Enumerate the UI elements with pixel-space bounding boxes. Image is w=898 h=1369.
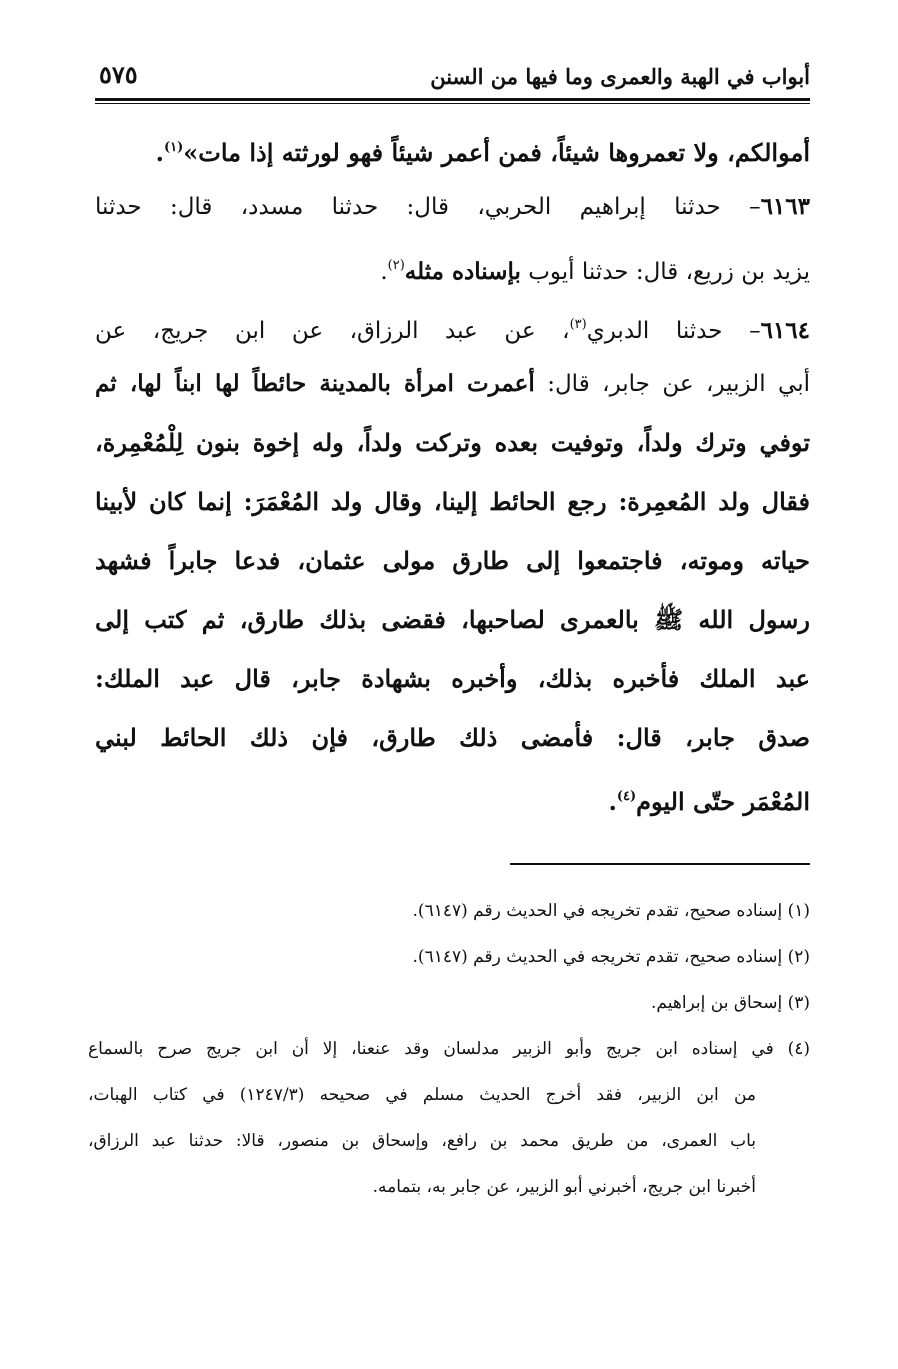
text-line-7: فقال ولد المُعمِرة: رجع الحائط إلينا، وقال ولد المُعْمَرَ: إنما كان لأبينا bbox=[95, 487, 810, 516]
footnote-4-line-3: باب العمرى، من طريق محمد بن رافع، وإسحاق بن منصور، قالا: حدثنا عبد الرزاق، bbox=[88, 1131, 756, 1151]
text-line-8: حياته وموته، فاجتمعوا إلى طارق مولى عثمان، فدعا جابراً فشهد bbox=[95, 546, 810, 575]
text-line-10: عبد الملك فأخبره بذلك، وأخبره بشهادة جابر، قال عبد الملك: bbox=[95, 664, 810, 693]
footnote-4-line-4: أخبرنا ابن جريج، أخبرني أبو الزبير، عن جابر به، بتمامه. bbox=[372, 1177, 756, 1197]
footnote-3: (٣) إسحاق بن إبراهيم. bbox=[651, 993, 810, 1013]
footnote-ref-2: (٢) bbox=[387, 258, 405, 273]
footnote-2: (٢) إسناده صحيح، تقدم تخريجه في الحديث رقم (٦١٤٧). bbox=[412, 947, 810, 967]
text-line-3 bbox=[95, 236, 810, 295]
header-rule-thin bbox=[95, 103, 810, 104]
header-rule bbox=[95, 98, 810, 101]
footnote-4-line-1: (٤) في إسناده ابن جريج وأبو الزبير مدلسان وقد عنعنا، إلا أن ابن جريج صرح بالسماع bbox=[88, 1039, 810, 1059]
text-line-12 bbox=[95, 767, 810, 826]
text-line-11: صدق جابر، قال: فأمضى ذلك طارق، فإن ذلك الحائط لبني bbox=[95, 723, 810, 752]
text-line-2 bbox=[95, 177, 810, 236]
line-5-text: أبي الزبير، عن جابر، قال: bbox=[534, 371, 810, 397]
page-number: ٥٧٥ bbox=[99, 60, 138, 89]
line-12-tail: . bbox=[608, 787, 617, 816]
footnotes bbox=[88, 888, 810, 1210]
line-3-tail: . bbox=[380, 259, 388, 285]
line-5-bold: أعمرت امرأة بالمدينة حائطاً لها ابناً لها، ثم bbox=[95, 370, 535, 397]
line-1-tail: . bbox=[155, 138, 164, 167]
footnote-1: (١) إسناده صحيح، تقدم تخريجه في الحديث رقم (٦١٤٧). bbox=[412, 901, 810, 921]
line-3-bold: بإسناده مثله bbox=[404, 258, 521, 285]
footnote-ref-4: (٤) bbox=[616, 789, 637, 804]
footnote-ref-3: (٣) bbox=[569, 317, 587, 332]
hadith-number-6163: ٦١٦٣ bbox=[760, 193, 810, 220]
footnote-separator bbox=[510, 863, 810, 865]
line-4-text-a: – حدثنا الدبري bbox=[586, 318, 761, 344]
footnote-4-line-2: من ابن الزبير، فقد أخرج الحديث مسلم في صحيحه (١٢٤٧/٣) في كتاب الهبات، bbox=[88, 1085, 756, 1105]
text-line-9: رسول الله ﷺ بالعمرى لصاحبها، فقضى بذلك طارق، ثم كتب إلى bbox=[95, 605, 810, 634]
line-1-text: أموالكم، ولا تعمروها شيئاً، فمن أعمر شيئاً فهو لورثته إذا مات» bbox=[183, 138, 810, 167]
text-line-4 bbox=[95, 295, 810, 354]
footnote-ref-1: (١) bbox=[163, 140, 184, 155]
text-line-1 bbox=[95, 118, 810, 177]
running-header bbox=[95, 60, 810, 98]
line-4-text-b: ، عن عبد الرزاق، عن ابن جريج، عن bbox=[95, 318, 570, 344]
text-line-5 bbox=[95, 354, 810, 413]
main-text bbox=[95, 118, 810, 826]
line-12-text: المُعْمَر حتّى اليوم bbox=[636, 787, 810, 816]
text-line-6: توفي وترك ولداً، وتوفيت بعده وتركت ولداً، وله إخوة بنون لِلْمُعْمِرة، bbox=[95, 428, 810, 457]
header-title: أبواب في الهبة والعمرى وما فيها من السنن bbox=[430, 64, 810, 89]
hadith-number-6164: ٦١٦٤ bbox=[760, 317, 810, 344]
line-2-text: – حدثنا إبراهيم الحربي، قال: حدثنا مسدد، قال: حدثنا bbox=[95, 194, 761, 220]
line-3-text: يزيد بن زريع، قال: حدثنا أيوب bbox=[520, 259, 810, 285]
